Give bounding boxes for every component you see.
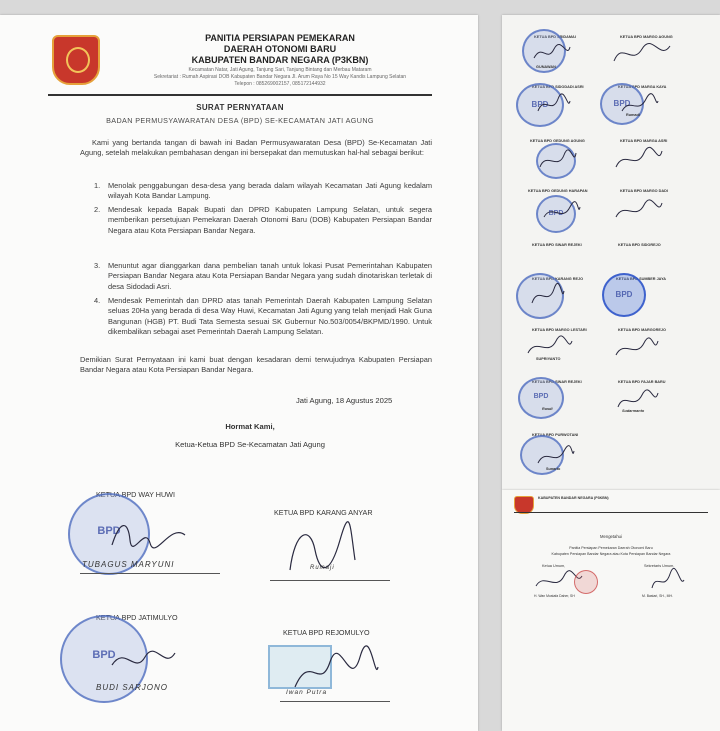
closing-paragraph: Demikian Surat Pernyataan ini kami buat dengan kesadaran demi terwujudnya Kabupaten Persiapan Bandar Negara atau Kota Persiapan Bandar Negara. [80, 355, 432, 375]
bpd-stamp-icon: BPD [602, 273, 646, 317]
side-signature-title: KETUA BPD PURWOTANI [532, 433, 579, 437]
signature-line [280, 701, 390, 702]
approval-head-org: KABUPATEN BANDAR NEGARA (P3KBN) [538, 496, 609, 500]
official-stamp-icon [574, 570, 598, 594]
handwritten-signature-icon [280, 520, 360, 580]
handwritten-signature-icon [620, 95, 660, 115]
point-number: 2. [94, 205, 101, 214]
side-signature-title: KETUA BPD SIDODADI ASRI [532, 85, 584, 89]
point-text: Menuntut agar dianggarkan dana pembelian tanah untuk lokasi Pusat Pemerintahan Kabupaten Persiapan Bandar Negara atau Kota Persiapan Bandar Negara yang sudah dinotariskan terletak di desa Sidodadi Asri. [108, 261, 432, 291]
bpd-stamp-icon: BPD [536, 195, 576, 233]
handwritten-signature-icon [110, 645, 180, 675]
side-signature-title: KETUA BPD MARGO AGUNG [620, 35, 673, 39]
handwritten-signature-icon [532, 43, 572, 63]
secretary-title: Sekretaris Umum, [644, 564, 675, 568]
side-signature-name: Rumadi [626, 113, 640, 117]
bpd-stamp-icon: BPD [516, 83, 564, 127]
side-signature-title: KETUA BPD GEDUNG HARAPAN [528, 189, 588, 193]
approval-page [502, 490, 720, 731]
signature-name-karang-anyar: Rumaji [310, 565, 335, 571]
handwritten-signature-icon [110, 515, 190, 555]
bpd-stamp-icon: BPD [518, 377, 564, 419]
point-number: 1. [94, 181, 101, 190]
side-signature-title: KETUA BPD SUMBER JAYA [616, 277, 667, 281]
side-signature-title: KETUA BPD SRIDAMAI [534, 35, 576, 39]
signature-attachment-page [502, 15, 720, 490]
address-line-2: Sekretariat : Rumah Aspirasi DOB Kabupaten Bandar Negara Jl. Arum Raya No 15 Way Kandis Lampung Selatan [153, 74, 407, 80]
org-line-1: PANITIA PERSIAPAN PEMEKARAN [205, 33, 355, 43]
side-signature-title: KETUA BPD SINAR REJEKI [532, 243, 582, 247]
intro-paragraph: Kami yang bertanda tangan di bawah ini Badan Permusyawaratan Desa (BPD) Se-Kecamatan Jati Agung, setelah melakukan pembahasan dengan ini bersepakat dan memutuskan hal-hal sebagai berikut: [80, 138, 432, 158]
document-subtitle: BADAN PERMUSYAWARATAN DESA (BPD) SE-KECAMATAN JATI AGUNG [106, 116, 374, 125]
handwritten-signature-icon [614, 335, 660, 361]
main-document-page [0, 15, 478, 731]
address-line-1: Kecamatan Natar, Jati Agung, Tanjung Sari, Tanjung Bintang dan Merbau Mataram [188, 67, 372, 73]
salutation: Hormat Kami, [225, 422, 275, 431]
signature-line [270, 580, 390, 581]
handwritten-signature-icon [538, 149, 578, 171]
side-signature-name: Rusdi [542, 407, 553, 411]
signature-title-way-huwi: KETUA BPD WAY HUWI [96, 490, 175, 499]
handwritten-signature-icon [526, 335, 574, 359]
signature-name-jatimulyo: BUDI SARJONO [96, 683, 169, 692]
handwritten-signature-icon [614, 147, 664, 173]
side-signature-name: GUNAWAN [536, 65, 556, 69]
side-signature-name: Sudarmanto [622, 409, 645, 413]
side-signature-title: KETUA BPD SIDOREJO [618, 243, 661, 247]
point-number: 4. [94, 296, 101, 305]
point-text: Mendesak kepada Bapak Bupati dan DPRD Kabupaten Lampung Selatan, untuk segera memberikan persetujuan Pemekaran Daerah Otonomi Baru (DOB) Kabupaten Persiapan Bandar Negara atau Kota Persiapan Bandar Negara. [108, 205, 432, 235]
approval-rule [514, 512, 708, 513]
handwritten-signature-icon [536, 445, 576, 467]
side-signature-title: KETUA BPD SINAR REJEKI [532, 380, 582, 384]
bpd-stamp-icon: BPD [68, 493, 150, 575]
handwritten-signature-icon [614, 197, 664, 223]
chair-name: H. Wan Mustafa Daher, SH [534, 594, 575, 598]
approval-org-line-1: Panitia Persiapan Pemekaran Daerah Otonomi Baru [569, 546, 653, 550]
org-line-3: KABUPATEN BANDAR NEGARA (P3KBN) [191, 55, 369, 65]
bpd-stamp-icon: BPD [60, 615, 148, 703]
signature-title-karang-anyar: KETUA BPD KARANG ANYAR [274, 508, 373, 517]
side-signature-title: KETUA BPD MARGO LESTARI [532, 328, 587, 332]
point-number: 3. [94, 261, 101, 270]
side-signature-title: KETUA BPD MARGA KAYA [618, 85, 667, 89]
side-signature-title: KETUA BPD MARGO DADI [620, 189, 668, 193]
side-signature-title: KETUA BPD MARGOREJO [618, 328, 666, 332]
letterhead-rule [48, 94, 432, 96]
side-signature-title: KETUA BPD GEDUNG AGUNG [530, 139, 585, 143]
bpd-stamp-icon: BPD [600, 83, 644, 125]
approval-heading: Mengetahui [600, 534, 622, 539]
side-signature-title: KETUA BPD FAJAR BARU [618, 380, 666, 384]
handwritten-signature-icon [536, 93, 572, 117]
signatory-group: Ketua-Ketua BPD Se-Kecamatan Jati Agung [175, 440, 325, 449]
chair-title: Ketua Umum, [542, 564, 566, 568]
place-date: Jati Agung, 18 Agustus 2025 [296, 396, 393, 405]
handwritten-signature-icon [650, 570, 686, 592]
handwritten-signature-icon [612, 41, 672, 67]
side-signature-title: KETUA BPD KARANG REJO [532, 277, 584, 281]
side-signature-name: SUPRIYANTO [536, 357, 561, 361]
approval-org-line-2: Kabupaten Persiapan Bandar Negara atau Kota Persiapan Bandar Negara [551, 552, 671, 556]
signature-title-rejomulyo: KETUA BPD REJOMULYO [283, 628, 370, 637]
point-text: Mendesak Pemerintah dan DPRD atas tanah Pemerintah Daerah Kabupaten Lampung Selatan seluas 20Ha yang berada di desa Way Huwi, Kecamatan Jati Agung yang telah menjadi Hak Guna Bangunan (HGB) PT. Budi Tata Semesta sesuai SK Gubernur No.503/0054/BKPMD/1990. Untuk dikembalikan sebagai aset Pemerintah Daerah Lampung Selatan. [108, 296, 432, 337]
signature-title-jatimulyo: KETUA BPD JATIMULYO [96, 613, 178, 622]
handwritten-signature-icon [542, 201, 582, 223]
handwritten-signature-icon [530, 283, 566, 309]
point-text: Menolak penggabungan desa-desa yang berada dalam wilayah Kecamatan Jati Agung kedalam wilayah Kota Bandar Lampung. [108, 181, 432, 201]
signature-name-way-huwi: TUBAGUS MARYUNI [82, 560, 175, 569]
secretary-name: M. Bastari, SH., MH. [642, 594, 673, 598]
side-signature-title: KETUA BPD MARGA ASRI [620, 139, 668, 143]
document-title: SURAT PERNYATAAN [196, 103, 284, 112]
signature-name-rejomulyo: Iwan Putra [286, 689, 328, 696]
signature-line [80, 573, 220, 574]
org-line-2: DAERAH OTONOMI BARU [223, 44, 337, 54]
side-signature-name: Sunarto [546, 467, 561, 471]
address-line-3: Telepon : 085269002157, 085172144932 [234, 81, 326, 87]
regency-logo-icon [52, 35, 100, 85]
